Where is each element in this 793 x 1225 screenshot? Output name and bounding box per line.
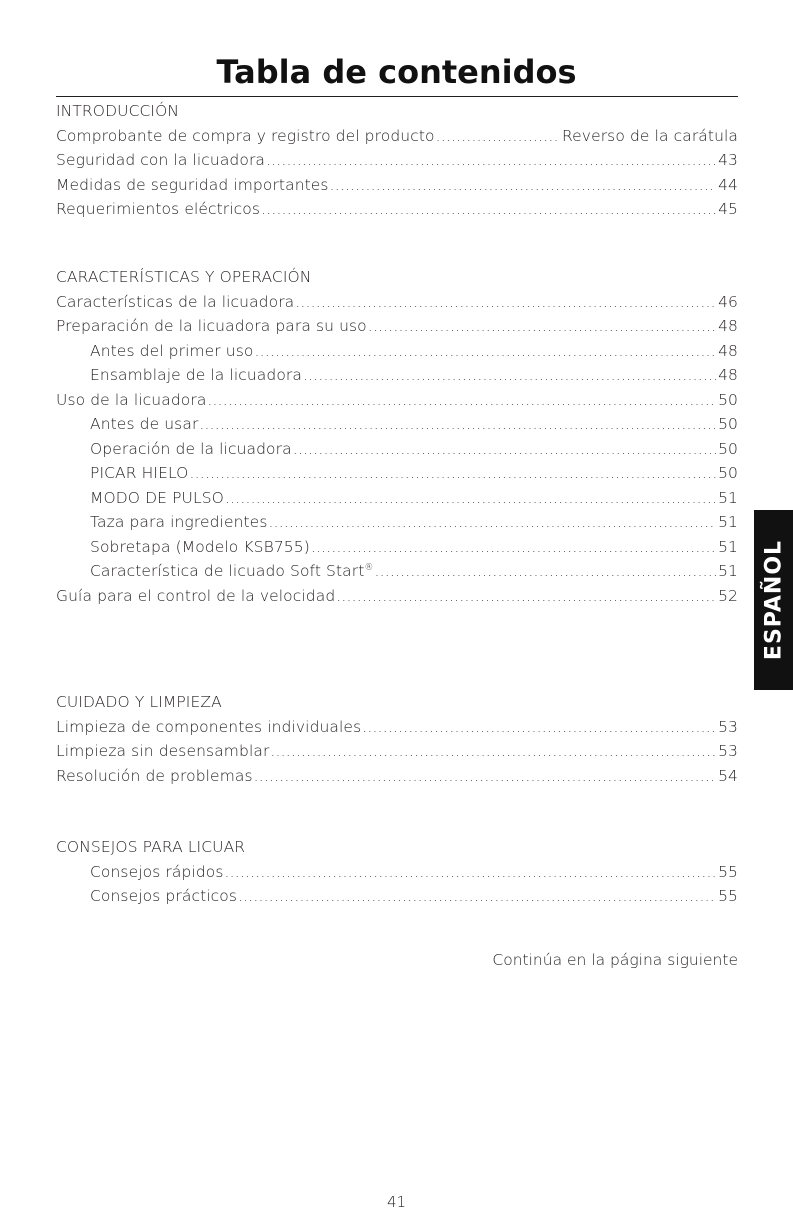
toc-entry[interactable] bbox=[90, 886, 738, 906]
toc-entry-page: 50 bbox=[718, 390, 738, 409]
toc-entry-label: Consejos prácticos bbox=[90, 887, 238, 905]
toc-entry-label: Preparación de la licuadora para su uso bbox=[56, 317, 367, 335]
toc-entry-label: Requerimientos eléctricos bbox=[56, 200, 261, 218]
dot-leader bbox=[436, 126, 560, 146]
dot-leader bbox=[270, 741, 716, 761]
section-heading: CONSEJOS PARA LICUAR bbox=[56, 838, 246, 856]
toc-entry[interactable] bbox=[90, 439, 738, 459]
toc-entry-label: PICAR HIELO bbox=[90, 464, 189, 482]
page-title: Tabla de contenidos bbox=[216, 53, 577, 91]
toc-entry-label: Característica de licuado Soft Start® bbox=[90, 562, 374, 580]
toc-entry-page: 51 bbox=[718, 562, 738, 580]
dot-leader bbox=[368, 316, 716, 336]
toc-entry-page: 43 bbox=[718, 151, 738, 169]
toc-entry-page: 53 bbox=[718, 717, 738, 736]
toc-entry[interactable] bbox=[90, 488, 738, 508]
dot-leader bbox=[189, 463, 716, 483]
toc-entry-page: 48 bbox=[718, 341, 738, 360]
toc-entry-page: 50 bbox=[718, 415, 738, 433]
section-heading: CUIDADO Y LIMPIEZA bbox=[56, 693, 222, 711]
toc-entry[interactable] bbox=[90, 512, 738, 532]
dot-leader bbox=[238, 886, 716, 906]
toc-entry-page: 53 bbox=[718, 742, 738, 760]
toc-entry[interactable] bbox=[56, 292, 738, 312]
toc-entry[interactable] bbox=[56, 741, 738, 761]
toc-entry[interactable] bbox=[56, 126, 738, 146]
toc-entry[interactable] bbox=[90, 561, 738, 581]
toc-entry-label: Limpieza de componentes individuales bbox=[56, 717, 362, 736]
toc-entry[interactable] bbox=[90, 537, 738, 557]
toc-entry-label: Ensamblaje de la licuadora bbox=[90, 366, 302, 384]
section-heading: INTRODUCCIÓN bbox=[56, 102, 180, 120]
toc-entry-label: Limpieza sin desensamblar bbox=[56, 742, 270, 760]
toc-entry-label: Seguridad con la licuadora bbox=[56, 151, 266, 169]
toc-entry-label: Uso de la licuadora bbox=[56, 390, 207, 409]
dot-leader bbox=[254, 766, 716, 786]
toc-entry-label: Antes de usar bbox=[90, 415, 199, 433]
toc-entry-page: 45 bbox=[718, 200, 738, 218]
toc-entry[interactable] bbox=[56, 199, 738, 219]
toc-entry-label: Guía para el control de la velocidad bbox=[56, 586, 336, 605]
toc-entry-page: 50 bbox=[718, 439, 738, 458]
dot-leader bbox=[293, 439, 716, 459]
toc-entry-page: 51 bbox=[718, 513, 738, 531]
toc-entry[interactable] bbox=[56, 586, 738, 606]
dot-leader bbox=[375, 561, 717, 581]
toc-entry-page: Reverso de la carátula bbox=[561, 126, 738, 145]
dot-leader bbox=[266, 150, 716, 170]
dot-leader bbox=[269, 512, 717, 532]
toc-entry[interactable] bbox=[56, 717, 738, 737]
dot-leader bbox=[199, 414, 716, 434]
toc-entry-label: Sobretapa (Modelo KSB755) bbox=[90, 537, 310, 556]
dot-leader bbox=[225, 862, 717, 882]
toc-entry-page: 51 bbox=[718, 537, 738, 556]
toc-entry-label: Comprobante de compra y registro del producto bbox=[56, 126, 435, 145]
toc-entry-label: Antes del primer uso bbox=[90, 341, 254, 360]
toc-entry-label: Resolución de problemas bbox=[56, 766, 253, 785]
dot-leader bbox=[362, 717, 716, 737]
toc-entry-page: 51 bbox=[718, 488, 738, 507]
toc-entry-label: Taza para ingredientes bbox=[90, 513, 268, 531]
toc-entry[interactable] bbox=[90, 463, 738, 483]
dot-leader bbox=[295, 292, 716, 312]
toc-entry[interactable] bbox=[56, 390, 738, 410]
title-divider bbox=[56, 96, 738, 97]
toc-entry-page: 50 bbox=[718, 464, 738, 482]
page-number: 41 bbox=[386, 1193, 407, 1211]
dot-leader bbox=[255, 341, 717, 361]
dot-leader bbox=[303, 365, 716, 385]
toc-entry-page: 44 bbox=[718, 175, 738, 194]
toc-entry[interactable] bbox=[90, 862, 738, 882]
language-tab-label: ESPAÑOL bbox=[761, 539, 786, 661]
toc-entry-label: Operación de la licuadora bbox=[90, 439, 292, 458]
toc-entry-label: Características de la licuadora bbox=[56, 292, 295, 311]
dot-leader bbox=[261, 199, 716, 219]
toc-entry[interactable] bbox=[90, 341, 738, 361]
toc-entry-label: MODO DE PULSO bbox=[90, 488, 224, 507]
toc-entry-page: 48 bbox=[718, 317, 738, 335]
toc-entry-page: 48 bbox=[718, 366, 738, 384]
toc-entry[interactable] bbox=[90, 414, 738, 434]
toc-entry[interactable] bbox=[56, 766, 738, 786]
toc-entry-page: 55 bbox=[718, 887, 738, 905]
dot-leader bbox=[207, 390, 716, 410]
toc-entry[interactable] bbox=[90, 365, 738, 385]
section-heading: CARACTERÍSTICAS Y OPERACIÓN bbox=[56, 268, 312, 286]
dot-leader bbox=[336, 586, 716, 606]
toc-entry[interactable] bbox=[56, 175, 738, 195]
toc-entry[interactable] bbox=[56, 150, 738, 170]
dot-leader bbox=[330, 175, 716, 195]
dot-leader bbox=[225, 488, 716, 508]
language-tab bbox=[754, 510, 793, 690]
toc-entry-label: Medidas de seguridad importantes bbox=[56, 175, 329, 194]
dot-leader bbox=[311, 537, 716, 557]
toc-entry-label: Consejos rápidos bbox=[90, 862, 224, 881]
toc-entry-page: 52 bbox=[718, 586, 738, 605]
toc-entry[interactable] bbox=[56, 316, 738, 336]
toc-entry-page: 54 bbox=[718, 766, 738, 785]
continued-note: Continúa en la página siguiente bbox=[492, 951, 738, 969]
toc-entry-page: 46 bbox=[718, 292, 738, 311]
toc-entry-page: 55 bbox=[718, 862, 738, 881]
